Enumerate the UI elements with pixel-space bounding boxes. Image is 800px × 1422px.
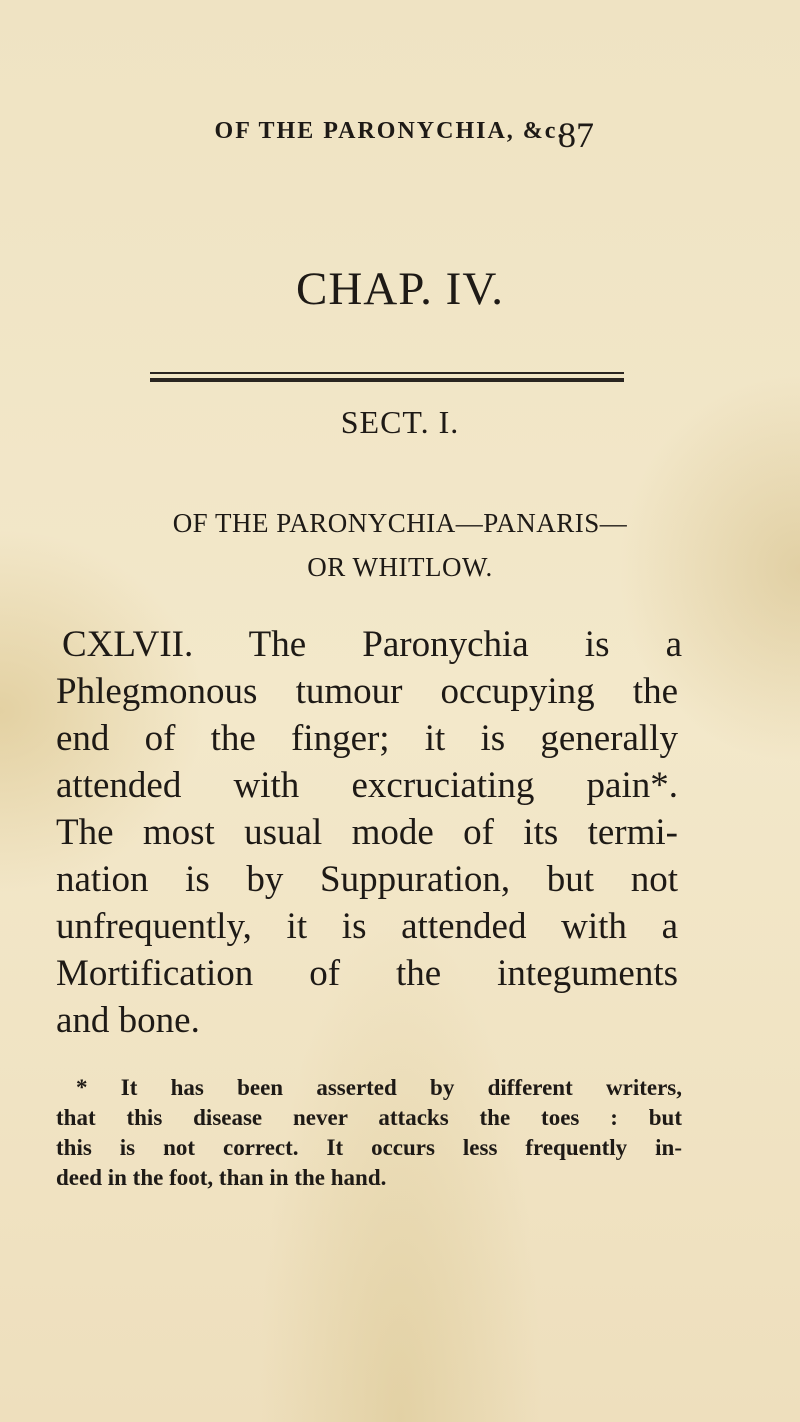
footnote-line: * It has been asserted by different writers, [76, 1075, 682, 1100]
body-line: The most usual mode of its termi- [56, 812, 678, 853]
body-line: unfrequently, it is attended with a [56, 906, 678, 947]
thin-rule [150, 372, 624, 374]
body-line: nation is by Suppuration, but not [56, 859, 678, 900]
section-title: SECT. I. [340, 404, 460, 440]
body-line: Phlegmonous tumour occupying the [56, 671, 678, 712]
footnote-line: this is not correct. It occurs less frequently in- [56, 1135, 682, 1160]
footnote-line: deed in the foot, than in the hand. [56, 1165, 387, 1190]
running-head [0, 115, 800, 155]
body-line: Mortification of the integuments [56, 953, 678, 994]
body-line: CXLVII. The Paronychia is a [62, 624, 682, 665]
body-line: end of the finger; it is generally [56, 718, 678, 759]
section-heading-line-1: OF THE PARONYCHIA—PANARIS— [172, 508, 628, 538]
body-line: attended with excruciating pain*. [56, 765, 678, 806]
page-number: 87 [558, 115, 594, 155]
thick-rule [150, 378, 624, 382]
footnote-line: that this disease never attacks the toes : but [56, 1105, 682, 1130]
chapter-title: CHAP. IV. [296, 263, 504, 315]
running-head-title: OF THE PARONYCHIA, &c. [214, 118, 566, 144]
section-heading-line-2: OR WHITLOW. [307, 552, 493, 582]
body-line: and bone. [56, 1000, 200, 1041]
